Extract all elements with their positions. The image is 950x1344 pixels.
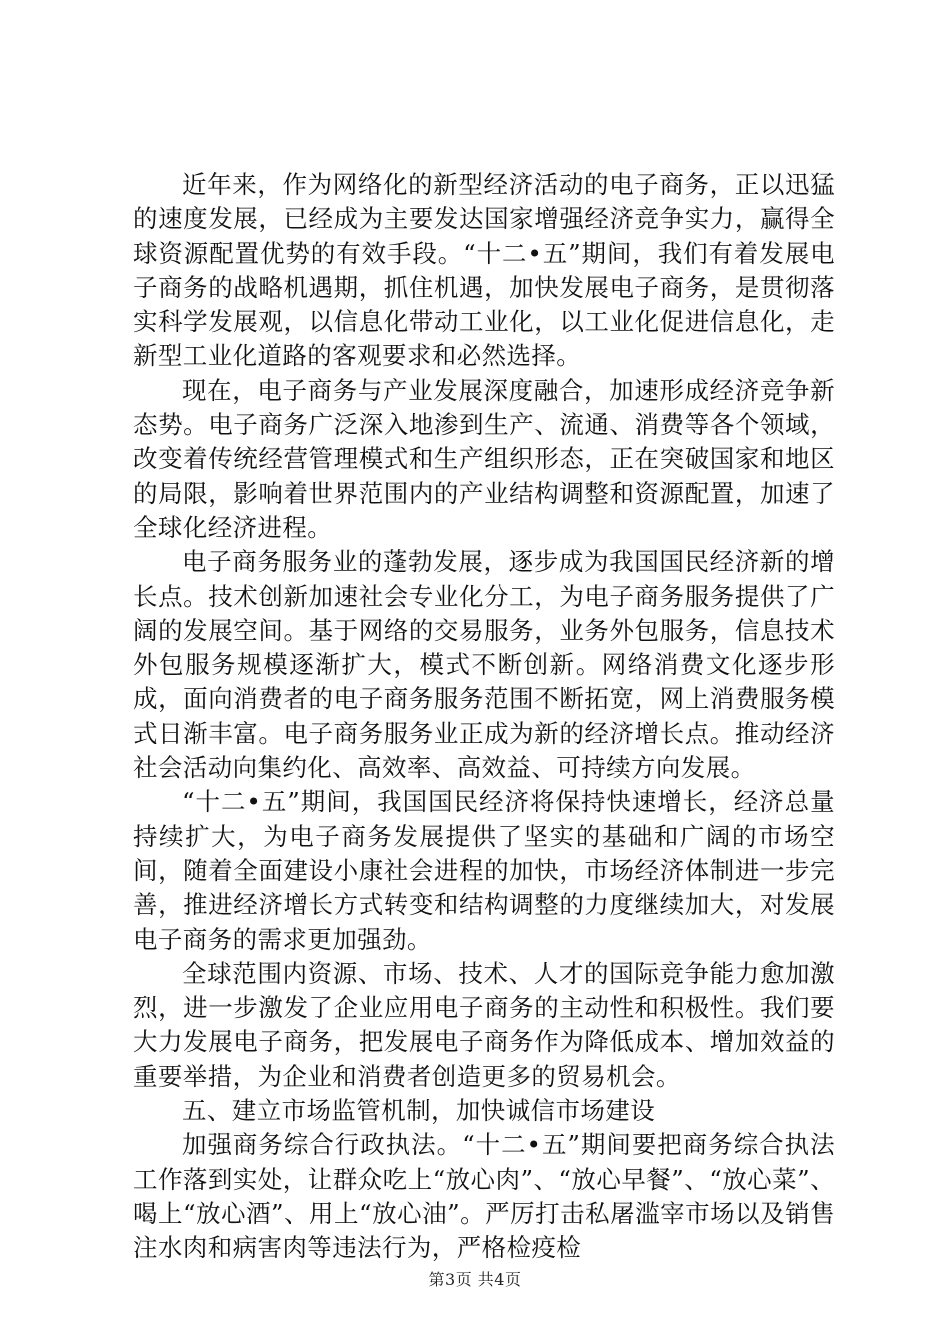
section-heading: 五、建立市场监管机制，加快诚信市场建设	[182, 1096, 656, 1126]
paragraph-6: 加强商务综合行政执法。“十二•五”期间要把商务综合执法工作落到实处，让群众吃上“放心肉”、“放心早餐”、“放心菜”、喝上“放心酒”、用上“放心油”。严厉打击私屠滥宰市场以及销售注水肉和病害肉等违法行为，严格检疫检	[133, 1130, 835, 1263]
page-footer: 第3页 共4页	[428, 1270, 522, 1289]
paragraph-3: 电子商务服务业的蓬勃发展，逐步成为我国国民经济新的增长点。技术创新加速社会专业化分工，为电子商务服务提供了广阔的发展空间。基于网络的交易服务，业务外包服务，信息技术外包服务规模逐渐扩大，模式不断创新。网络消费文化逐步形成，面向消费者的电子商务服务范围不断拓宽，网上消费服务模式日渐丰富。电子商务服务业正成为新的经济增长点。推动经济社会活动向集约化、高效率、高效益、可持续方向发展。	[133, 547, 835, 783]
document-body	[133, 168, 835, 1266]
paragraph-5: 全球范围内资源、市场、技术、人才的国际竞争能力愈加激烈，进一步激发了企业应用电子商务的主动性和积极性。我们要大力发展电子商务，把发展电子商务作为降低成本、增加效益的重要举措，为企业和消费者创造更多的贸易机会。	[133, 958, 835, 1091]
paragraph-4: “十二•五”期间，我国国民经济将保持快速增长，经济总量持续扩大，为电子商务发展提供了坚实的基础和广阔的市场空间，随着全面建设小康社会进程的加快，市场经济体制进一步完善，推进经济增长方式转变和结构调整的力度继续加大，对发展电子商务的需求更加强劲。	[133, 787, 835, 954]
paragraph-1: 近年来，作为网络化的新型经济活动的电子商务，正以迅猛的速度发展，已经成为主要发达国家增强经济竞争实力，赢得全球资源配置优势的有效手段。“十二•五”期间，我们有着发展电子商务的战略机遇期，抓住机遇，加快发展电子商务，是贯彻落实科学发展观，以信息化带动工业化，以工业化促进信息化，走新型工业化道路的客观要求和必然选择。	[133, 170, 835, 371]
paragraph-2: 现在，电子商务与产业发展深度融合，加速形成经济竞争新态势。电子商务广泛深入地渗到生产、流通、消费等各个领域，改变着传统经营管理模式和生产组织形态，正在突破国家和地区的局限，影响着世界范围内的产业结构调整和资源配置，加速了全球化经济进程。	[133, 375, 835, 542]
